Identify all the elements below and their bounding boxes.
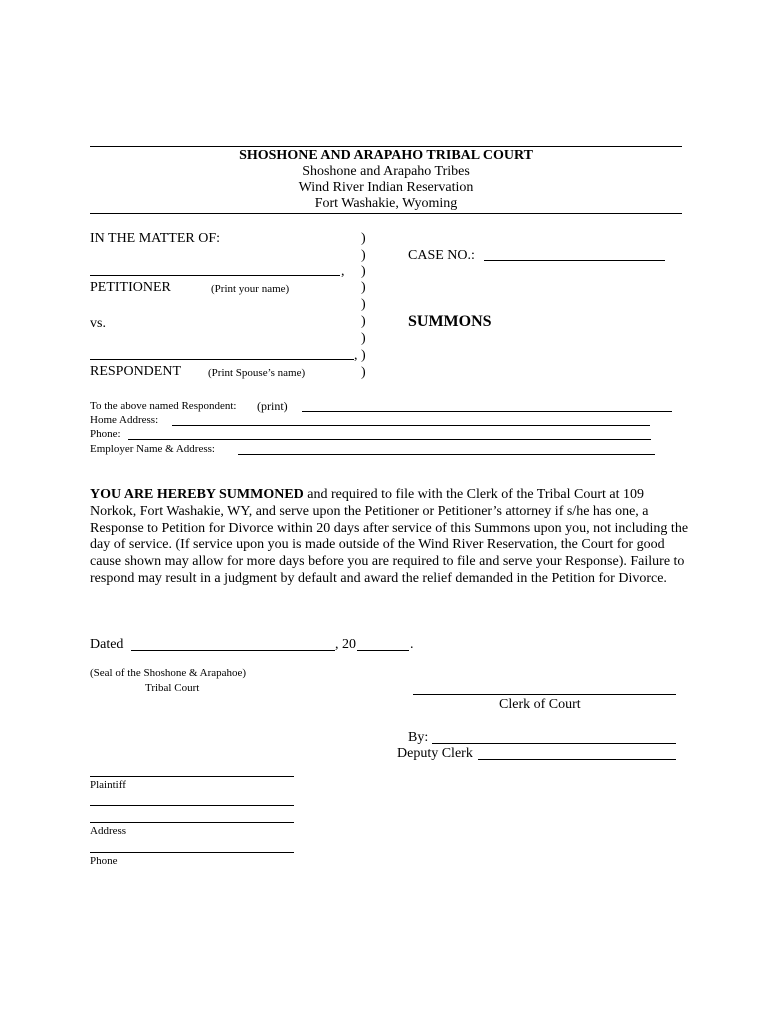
header-bottom-rule [90,213,682,214]
header-top-rule [90,146,682,147]
clerk-of-court-label: Clerk of Court [499,697,581,712]
to-respondent-hint: (print) [257,399,288,413]
deputy-clerk-label: Deputy Clerk [397,746,473,761]
employer-label: Employer Name & Address: [90,443,215,455]
caption-paren: ) [361,264,366,279]
clerk-signature-field[interactable] [413,694,676,695]
caption-paren: ) [361,314,366,329]
seal-line1: (Seal of the Shoshone & Arapahoe) [90,667,247,679]
caption-paren: ) [361,280,366,295]
address-label: Address [90,825,127,837]
dated-period: . [410,637,414,652]
respondent-hint: (Print Spouse’s name) [208,367,306,379]
summons-text: and required to file with the Clerk of the Tribal Court at 109 Norkok, Fort Washakie, WY, and serve upon the Petitioner or Petitioner’s attorney if s/he has one, a Response to Petition for Divorce within 20 days after service of this Summons upon you, not including the day of service. (If service upon you is made outside of the Wind River Reservation, the Court for good cause shown may allow for more days before you are required to file and serve your Response). Failure to respond may result in a judgment by default and award the relief demanded in the Petition for Divorce. [90,487,689,586]
employer-field[interactable] [238,454,655,455]
plaintiff-phone-label: Phone [90,855,118,867]
dated-field[interactable] [131,650,335,651]
address-line-1[interactable] [90,805,294,806]
court-subtitle-tribes: Shoshone and Arapaho Tribes [302,164,470,179]
caption-paren: ) [361,365,366,380]
in-the-matter-label: IN THE MATTER OF: [90,231,221,246]
petitioner-comma: , [341,264,345,279]
phone-line[interactable] [90,852,294,853]
caption-paren: ) [361,331,366,346]
document-title: SUMMONS [408,313,492,330]
court-subtitle-location: Fort Washakie, Wyoming [314,196,458,211]
court-subtitle-reservation: Wind River Indian Reservation [298,180,474,195]
plaintiff-label: Plaintiff [90,779,126,791]
caption-paren: ) [361,348,366,363]
petitioner-hint: (Print your name) [211,283,290,295]
court-title: SHOSHONE AND ARAPAHO TRIBAL COURT [239,148,533,163]
respondent-print-field[interactable] [302,411,672,412]
seal-line2: Tribal Court [145,682,200,694]
phone-field[interactable] [128,439,651,440]
dated-year-prefix: , 20 [335,637,356,652]
summons-paragraph [90,487,690,588]
petitioner-name-field[interactable] [90,275,340,276]
respondent-label: RESPONDENT [90,364,182,379]
dated-label: Dated [90,637,124,652]
caption-paren: ) [361,231,366,246]
dated-year-field[interactable] [357,650,409,651]
respondent-name-field[interactable] [90,359,354,360]
petitioner-label: PETITIONER [90,280,171,295]
by-label: By: [408,730,429,745]
caption-paren: ) [361,248,366,263]
phone-label: Phone: [90,428,121,440]
case-no-label: CASE NO.: [408,248,475,263]
case-no-field[interactable] [484,260,665,261]
respondent-comma: , [354,348,358,363]
home-address-label: Home Address: [90,414,159,426]
vs-label: vs. [90,316,106,331]
summons-lead: YOU ARE HEREBY SUMMONED [90,487,304,502]
by-field[interactable] [432,743,676,744]
deputy-clerk-field[interactable] [478,759,676,760]
to-respondent-label: To the above named Respondent: [90,400,237,412]
plaintiff-line[interactable] [90,776,294,777]
caption-paren: ) [361,297,366,312]
home-address-field[interactable] [172,425,650,426]
address-line-2[interactable] [90,822,294,823]
